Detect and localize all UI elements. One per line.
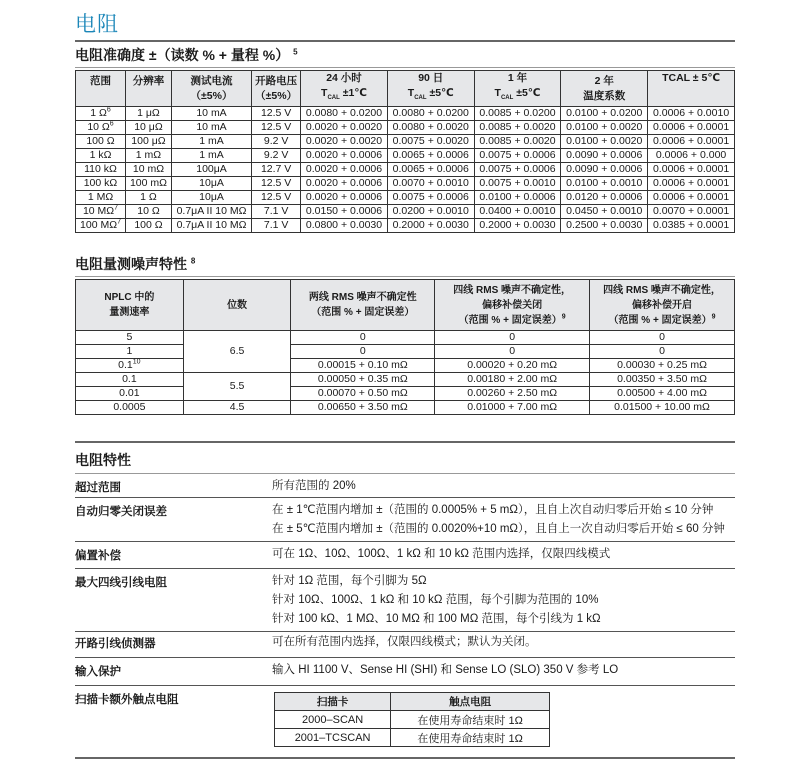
- range-cell: 1 kΩ: [76, 149, 126, 163]
- accuracy-header-row: [76, 71, 735, 107]
- h24-cell: 0.0800 + 0.0030: [301, 219, 388, 233]
- voltage-cell: 7.1 V: [252, 219, 301, 233]
- col-open-voltage: 开路电压 （±5%）: [252, 71, 301, 107]
- resolution-cell: 10 Ω: [126, 205, 172, 219]
- tcal-cell: 0.0006 + 0.000: [648, 149, 735, 163]
- col-four-wire-on: 四线 RMS 噪声不确定性， 偏移补偿开启 （范围 % + 固定误差）$^9$: [590, 280, 735, 331]
- digits-cell: 4.5: [183, 401, 291, 415]
- resolution-cell: 1 Ω: [126, 191, 172, 205]
- d90-cell: 0.0200 + 0.0010: [387, 205, 474, 219]
- noise-row: [76, 345, 735, 359]
- accuracy-row: [76, 149, 735, 163]
- noise-heading-note: 8: [190, 256, 196, 266]
- voltage-cell: 12.5 V: [252, 177, 301, 191]
- characteristics-divider: [75, 473, 735, 474]
- tcal-cell: 0.0006 + 0.0001: [648, 121, 735, 135]
- four-on-cell: 0: [590, 345, 735, 359]
- current-cell: 1 mA: [171, 149, 251, 163]
- h24-cell: 0.0020 + 0.0020: [301, 121, 388, 135]
- four-on-cell: 0.00350 + 3.50 mΩ: [590, 373, 735, 387]
- characteristic-label: 扫描卡额外触点电阻: [75, 694, 179, 706]
- noise-divider: [75, 276, 735, 277]
- characteristic-value: [272, 545, 610, 564]
- tcal-cell: 0.0070 + 0.0001: [648, 205, 735, 219]
- characteristic-label: 最大四线引线电阻: [75, 577, 167, 589]
- characteristic-value: [272, 501, 725, 539]
- characteristic-value-line: 针对 1Ω 范围，每个引脚为 5Ω: [272, 575, 427, 587]
- h24-cell: 0.0020 + 0.0006: [301, 149, 388, 163]
- scan-row: [275, 729, 550, 747]
- col-24h: 24 小时 $T_{CAL}$ ±1℃: [301, 71, 388, 107]
- col-2y-tempco: 2 年 温度系数: [561, 71, 648, 107]
- four-off-cell: 0.00260 + 2.50 mΩ: [435, 387, 590, 401]
- accuracy-row: [76, 191, 735, 205]
- col-contact-resistance: 触点电阻: [391, 693, 550, 711]
- current-cell: 10 mA: [171, 107, 251, 121]
- range-cell: 100 $M\Omega^7$: [76, 219, 126, 233]
- h24-cell: 0.0080 + 0.0200: [301, 107, 388, 121]
- col-test-current: 测试电流 （±5%）: [171, 71, 251, 107]
- noise-table: [75, 279, 735, 415]
- h24-cell: 0.0020 + 0.0020: [301, 135, 388, 149]
- accuracy-heading-note: 5: [293, 47, 298, 57]
- resolution-cell: 1 mΩ: [126, 149, 172, 163]
- y2-cell: 0.0090 + 0.0006: [561, 149, 648, 163]
- current-cell: 0.7μA II 10 MΩ: [171, 205, 251, 219]
- scan-card-name: 2001–TCSCAN: [275, 729, 391, 747]
- accuracy-divider: [75, 67, 735, 68]
- accuracy-row: [76, 177, 735, 191]
- range-cell: 100 kΩ: [76, 177, 126, 191]
- d90-cell: 0.0065 + 0.0006: [387, 163, 474, 177]
- noise-row: [76, 373, 735, 387]
- d90-cell: 0.0070 + 0.0010: [387, 177, 474, 191]
- four-off-cell: 0: [435, 331, 590, 345]
- four-on-cell: 0: [590, 331, 735, 345]
- resolution-cell: 10 mΩ: [126, 163, 172, 177]
- characteristic-value-line: 所有范围的 20%: [272, 480, 356, 492]
- range-cell: 110 kΩ: [76, 163, 126, 177]
- scan-card-table: [274, 692, 550, 747]
- two-wire-cell: 0.00050 + 0.35 mΩ: [291, 373, 435, 387]
- range-cell: 1 $\Omega^6$: [76, 107, 126, 121]
- four-off-cell: 0: [435, 345, 590, 359]
- scan-contact-resistance: 在使用寿命结束时 1Ω: [391, 711, 550, 729]
- voltage-cell: 12.5 V: [252, 191, 301, 205]
- characteristic-value-line: 可在 1Ω、10Ω、100Ω、1 kΩ 和 10 kΩ 范围内选择，仅限四线模式: [272, 548, 611, 560]
- accuracy-row: [76, 135, 735, 149]
- characteristic-value: [272, 661, 618, 680]
- resolution-cell: 100 Ω: [126, 219, 172, 233]
- col-1y: 1 年 $T_{CAL}$ ±5℃: [474, 71, 561, 107]
- y1-cell: 0.0085 + 0.0020: [474, 121, 561, 135]
- accuracy-heading-text: 电阻准确度 ±（读数 % + 量程 %）: [75, 47, 290, 63]
- col-range: 范围: [76, 71, 126, 107]
- h24-cell: 0.0020 + 0.0006: [301, 177, 388, 191]
- bottom-divider: [75, 757, 735, 759]
- accuracy-row: [76, 121, 735, 135]
- four-on-cell: 0.00030 + 0.25 mΩ: [590, 359, 735, 373]
- d90-cell: 0.0075 + 0.0020: [387, 135, 474, 149]
- characteristic-label: 输入保护: [75, 666, 121, 678]
- voltage-cell: 7.1 V: [252, 205, 301, 219]
- digits-cell: 6.5: [183, 331, 291, 373]
- noise-row: [76, 359, 735, 373]
- col-digits: 位数: [183, 280, 291, 331]
- title-divider: [75, 40, 735, 42]
- characteristic-label: 偏置补偿: [75, 550, 121, 562]
- nplc-cell: 0.01: [76, 387, 184, 401]
- characteristic-divider: [75, 631, 735, 632]
- tcal-cell: 0.0006 + 0.0001: [648, 163, 735, 177]
- col-scan-card: 扫描卡: [275, 693, 391, 711]
- characteristic-label: 开路引线侦测器: [75, 638, 156, 650]
- nplc-cell: 0.1: [76, 373, 184, 387]
- y2-cell: 0.0090 + 0.0006: [561, 163, 648, 177]
- voltage-cell: 9.2 V: [252, 149, 301, 163]
- y1-cell: 0.0085 + 0.0200: [474, 107, 561, 121]
- noise-row: [76, 331, 735, 345]
- four-off-cell: 0.00180 + 2.00 mΩ: [435, 373, 590, 387]
- tcal-cell: 0.0006 + 0.0001: [648, 177, 735, 191]
- characteristic-value-line: 输入 HI 1100 V、Sense HI (SHI) 和 Sense LO (SLO) 350 V 参考 LO: [272, 664, 619, 676]
- d90-cell: 0.0080 + 0.0200: [387, 107, 474, 121]
- y2-cell: 0.0120 + 0.0006: [561, 191, 648, 205]
- y1-cell: 0.0085 + 0.0020: [474, 135, 561, 149]
- current-cell: 10μA: [171, 177, 251, 191]
- accuracy-table-body: [76, 107, 735, 233]
- d90-cell: 0.0080 + 0.0020: [387, 121, 474, 135]
- y2-cell: 0.2500 + 0.0030: [561, 219, 648, 233]
- accuracy-row: [76, 107, 735, 121]
- voltage-cell: 12.7 V: [252, 163, 301, 177]
- nplc-cell: 0.0005: [76, 401, 184, 415]
- digits-cell: 5.5: [183, 373, 291, 401]
- tcal-cell: 0.0385 + 0.0001: [648, 219, 735, 233]
- characteristic-value-line: 可在所有范围内选择，仅限四线模式；默认为关闭。: [272, 636, 537, 648]
- col-four-wire-off: 四线 RMS 噪声不确定性， 偏移补偿关闭 （范围 % + 固定误差）$^9$: [435, 280, 590, 331]
- h24-cell: 0.0020 + 0.0006: [301, 191, 388, 205]
- characteristic-value: [272, 477, 356, 496]
- four-on-cell: 0.00500 + 4.00 mΩ: [590, 387, 735, 401]
- nplc-cell: $0.1^{10}$: [76, 359, 184, 373]
- y1-cell: 0.2000 + 0.0030: [474, 219, 561, 233]
- col-resolution: 分辨率: [126, 71, 172, 107]
- nplc-cell: 5: [76, 331, 184, 345]
- col-90d: 90 日 $T_{CAL}$ ±5℃: [387, 71, 474, 107]
- two-wire-cell: 0: [291, 345, 435, 359]
- tcal-cell: 0.0006 + 0.0001: [648, 191, 735, 205]
- range-cell: 1 MΩ: [76, 191, 126, 205]
- resolution-cell: 100 mΩ: [126, 177, 172, 191]
- current-cell: 100μA: [171, 163, 251, 177]
- d90-cell: 0.0075 + 0.0006: [387, 191, 474, 205]
- noise-heading-text: 电阻量测噪声特性: [75, 256, 187, 272]
- y2-cell: 0.0100 + 0.0010: [561, 177, 648, 191]
- current-cell: 10μA: [171, 191, 251, 205]
- accuracy-row: [76, 219, 735, 233]
- current-cell: 10 mA: [171, 121, 251, 135]
- characteristic-value: [272, 572, 601, 629]
- y2-cell: 0.0100 + 0.0020: [561, 135, 648, 149]
- two-wire-cell: 0.00070 + 0.50 mΩ: [291, 387, 435, 401]
- y1-cell: 0.0075 + 0.0006: [474, 163, 561, 177]
- four-on-cell: 0.01500 + 10.00 mΩ: [590, 401, 735, 415]
- voltage-cell: 12.5 V: [252, 121, 301, 135]
- noise-table-body: [76, 331, 735, 415]
- scan-row: [275, 711, 550, 729]
- characteristics-heading: 电阻特性: [75, 452, 131, 468]
- range-cell: 100 Ω: [76, 135, 126, 149]
- resolution-cell: 10 μΩ: [126, 121, 172, 135]
- two-wire-cell: 0.00650 + 3.50 mΩ: [291, 401, 435, 415]
- y1-cell: 0.0400 + 0.0010: [474, 205, 561, 219]
- range-cell: 10 $\Omega^6$: [76, 121, 126, 135]
- current-cell: 1 mA: [171, 135, 251, 149]
- scan-contact-resistance: 在使用寿命结束时 1Ω: [391, 729, 550, 747]
- resolution-cell: 100 μΩ: [126, 135, 172, 149]
- h24-cell: 0.0150 + 0.0006: [301, 205, 388, 219]
- accuracy-row: [76, 205, 735, 219]
- two-wire-cell: 0.00015 + 0.10 mΩ: [291, 359, 435, 373]
- characteristics-top-divider: [75, 441, 735, 443]
- characteristic-divider: [75, 568, 735, 569]
- characteristic-divider: [75, 657, 735, 658]
- accuracy-table: [75, 70, 735, 233]
- col-tcal: TCAL ± 5℃: [648, 71, 735, 107]
- characteristic-value-line: 在 ± 1℃范围内增加 ±（范围的 0.0005% + 5 mΩ），且自上次自动归零后开始 ≤ 10 分钟: [272, 504, 714, 516]
- characteristic-value: [272, 633, 537, 652]
- accuracy-heading: [75, 45, 298, 65]
- noise-heading: [75, 254, 195, 274]
- noise-header-row: [76, 280, 735, 331]
- col-two-wire: 两线 RMS 噪声不确定性 （范围 % + 固定误差）: [291, 280, 435, 331]
- current-cell: 0.7μA II 10 MΩ: [171, 219, 251, 233]
- four-off-cell: 0.00020 + 0.20 mΩ: [435, 359, 590, 373]
- col-nplc: NPLC 中的 量测速率: [76, 280, 184, 331]
- characteristic-divider: [75, 685, 735, 686]
- y1-cell: 0.0075 + 0.0010: [474, 177, 561, 191]
- h24-cell: 0.0020 + 0.0006: [301, 163, 388, 177]
- y2-cell: 0.0100 + 0.0020: [561, 121, 648, 135]
- accuracy-row: [76, 163, 735, 177]
- scan-header-row: [275, 693, 550, 711]
- tcal-cell: 0.0006 + 0.0010: [648, 107, 735, 121]
- tcal-cell: 0.0006 + 0.0001: [648, 135, 735, 149]
- noise-row: [76, 387, 735, 401]
- characteristic-value-line: 在 ± 5℃范围内增加 ±（范围的 0.0020%+10 mΩ），且自上一次自动归零后开始 ≤ 60 分钟: [272, 523, 725, 535]
- four-off-cell: 0.01000 + 7.00 mΩ: [435, 401, 590, 415]
- noise-row: [76, 401, 735, 415]
- y1-cell: 0.0100 + 0.0006: [474, 191, 561, 205]
- d90-cell: 0.0065 + 0.0006: [387, 149, 474, 163]
- characteristic-label: 自动归零关闭误差: [75, 506, 167, 518]
- y2-cell: 0.0100 + 0.0200: [561, 107, 648, 121]
- two-wire-cell: 0: [291, 331, 435, 345]
- page-title: 电阻: [75, 13, 119, 36]
- scan-card-name: 2000–SCAN: [275, 711, 391, 729]
- voltage-cell: 12.5 V: [252, 107, 301, 121]
- y2-cell: 0.0450 + 0.0010: [561, 205, 648, 219]
- d90-cell: 0.2000 + 0.0030: [387, 219, 474, 233]
- nplc-cell: 1: [76, 345, 184, 359]
- range-cell: 10 $M\Omega^7$: [76, 205, 126, 219]
- characteristic-value-line: 针对 100 kΩ、1 MΩ、10 MΩ 和 100 MΩ 范围，每个引线为 1 kΩ: [272, 613, 601, 625]
- characteristic-value-line: 针对 10Ω、100Ω、1 kΩ 和 10 kΩ 范围，每个引脚为范围的 10%: [272, 594, 599, 606]
- y1-cell: 0.0075 + 0.0006: [474, 149, 561, 163]
- characteristic-divider: [75, 497, 735, 498]
- characteristic-label: 超过范围: [75, 482, 121, 494]
- resolution-cell: 1 μΩ: [126, 107, 172, 121]
- characteristic-divider: [75, 541, 735, 542]
- voltage-cell: 9.2 V: [252, 135, 301, 149]
